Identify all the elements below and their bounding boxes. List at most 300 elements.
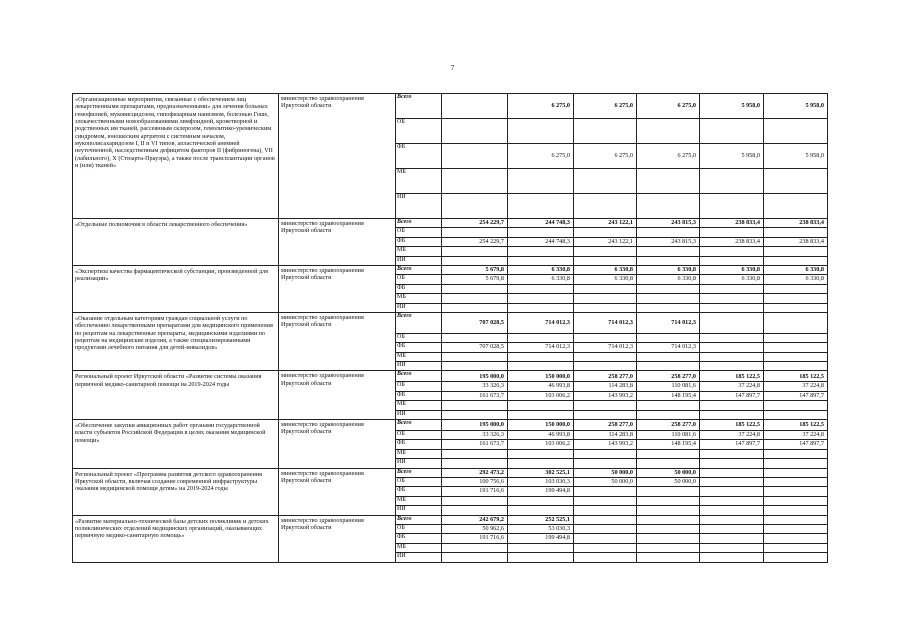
amount-cell — [574, 506, 637, 515]
amount-cell — [442, 256, 508, 265]
amount-cell — [637, 247, 700, 256]
amount-cell — [764, 284, 828, 293]
amount-cell — [637, 553, 700, 562]
amount-cell — [700, 333, 764, 342]
measure-description: «Экспертиза качества фармацевтической субстанции, произведенной для реализации» — [73, 265, 279, 312]
amount-cell — [442, 247, 508, 256]
amount-cell: 100 756,6 — [442, 477, 508, 486]
amount-cell: 50 962,6 — [442, 524, 508, 533]
funding-source: ИИ — [396, 410, 442, 419]
amount-cell: 243 815,3 — [637, 219, 700, 228]
amount-cell: 185 122,5 — [700, 420, 764, 431]
amount-cell — [442, 362, 508, 371]
amount-cell — [637, 294, 700, 303]
amount-cell: 243 122,1 — [574, 237, 637, 246]
amount-cell: 302 525,1 — [508, 468, 574, 477]
amount-cell: 6 275,0 — [637, 144, 700, 169]
amount-cell — [637, 449, 700, 458]
funding-source: ИИ — [396, 459, 442, 468]
amount-cell: 6 275,0 — [508, 144, 574, 169]
amount-cell: 252 525,1 — [508, 515, 574, 524]
amount-cell: 150 000,0 — [508, 420, 574, 431]
amount-cell: 50 000,0 — [637, 468, 700, 477]
funding-source: Всего — [396, 515, 442, 524]
amount-cell — [442, 333, 508, 342]
amount-cell — [637, 194, 700, 219]
amount-cell: 33 326,3 — [442, 382, 508, 391]
amount-cell: 254 229,7 — [442, 219, 508, 228]
amount-cell — [508, 496, 574, 505]
amount-cell: 6 330,8 — [574, 275, 637, 284]
amount-cell — [700, 169, 764, 194]
amount-cell — [442, 94, 508, 119]
amount-cell: 6 330,8 — [637, 265, 700, 274]
amount-cell: 244 748,3 — [508, 219, 574, 228]
amount-cell — [508, 284, 574, 293]
amount-cell — [700, 506, 764, 515]
funding-source: МБ — [396, 247, 442, 256]
amount-cell — [637, 410, 700, 419]
responsible-executor: министерство здравоохранения Иркутской области — [279, 468, 396, 515]
amount-cell: 46 993,8 — [508, 431, 574, 440]
amount-cell: 103 006,2 — [508, 440, 574, 449]
amount-cell: 707 028,5 — [442, 312, 508, 333]
amount-cell — [764, 496, 828, 505]
amount-cell: 191 716,6 — [442, 534, 508, 543]
amount-cell — [764, 303, 828, 312]
amount-cell: 161 673,7 — [442, 391, 508, 400]
amount-cell — [700, 119, 764, 144]
amount-cell: 191 716,6 — [442, 487, 508, 496]
amount-cell — [764, 119, 828, 144]
amount-cell — [574, 294, 637, 303]
funding-source: МБ — [396, 496, 442, 505]
amount-cell: 143 993,2 — [574, 440, 637, 449]
table-row — [73, 265, 828, 274]
funding-source: Всего — [396, 265, 442, 274]
amount-cell — [574, 487, 637, 496]
responsible-executor: министерство здравоохранения Иркутской области — [279, 515, 396, 562]
amount-cell — [442, 284, 508, 293]
table-row — [73, 468, 828, 477]
amount-cell — [764, 312, 828, 333]
funding-source: ФБ — [396, 391, 442, 400]
amount-cell: 6 330,8 — [508, 275, 574, 284]
funding-source: ФБ — [396, 440, 442, 449]
amount-cell — [508, 543, 574, 552]
funding-source: ФБ — [396, 237, 442, 246]
amount-cell — [442, 144, 508, 169]
amount-cell — [764, 343, 828, 352]
funding-source: ФБ — [396, 487, 442, 496]
amount-cell — [508, 303, 574, 312]
amount-cell: 707 028,5 — [442, 343, 508, 352]
amount-cell: 238 833,4 — [700, 219, 764, 228]
amount-cell: 243 122,1 — [574, 219, 637, 228]
amount-cell — [442, 459, 508, 468]
amount-cell — [508, 352, 574, 361]
amount-cell — [442, 169, 508, 194]
amount-cell: 254 229,7 — [442, 237, 508, 246]
amount-cell — [508, 169, 574, 194]
amount-cell: 199 494,8 — [508, 534, 574, 543]
funding-source: ФБ — [396, 343, 442, 352]
amount-cell — [574, 496, 637, 505]
amount-cell — [508, 410, 574, 419]
responsible-executor: министерство здравоохранения Иркутской области — [279, 265, 396, 312]
amount-cell — [700, 312, 764, 333]
amount-cell — [764, 487, 828, 496]
amount-cell: 148 195,4 — [637, 391, 700, 400]
amount-cell — [574, 449, 637, 458]
funding-source: ИИ — [396, 303, 442, 312]
amount-cell: 6 330,8 — [574, 265, 637, 274]
amount-cell: 147 897,7 — [764, 440, 828, 449]
funding-source: МБ — [396, 294, 442, 303]
amount-cell — [764, 459, 828, 468]
funding-table — [72, 93, 828, 563]
amount-cell — [764, 362, 828, 371]
amount-cell: 6 275,0 — [574, 94, 637, 119]
amount-cell — [637, 352, 700, 361]
amount-cell: 714 012,3 — [637, 312, 700, 333]
amount-cell — [574, 362, 637, 371]
amount-cell — [637, 401, 700, 410]
funding-source: ИИ — [396, 194, 442, 219]
amount-cell: 199 494,8 — [508, 487, 574, 496]
amount-cell: 5 679,8 — [442, 275, 508, 284]
amount-cell — [574, 524, 637, 533]
funding-source: МБ — [396, 352, 442, 361]
amount-cell — [764, 534, 828, 543]
amount-cell — [574, 194, 637, 219]
amount-cell: 258 277,0 — [574, 420, 637, 431]
amount-cell — [508, 333, 574, 342]
amount-cell — [764, 228, 828, 237]
funding-source: Всего — [396, 420, 442, 431]
amount-cell — [442, 410, 508, 419]
amount-cell — [764, 401, 828, 410]
amount-cell — [764, 553, 828, 562]
funding-source: ОБ — [396, 431, 442, 440]
funding-source: ОБ — [396, 119, 442, 144]
amount-cell — [700, 543, 764, 552]
amount-cell: 6 330,8 — [700, 265, 764, 274]
amount-cell — [700, 515, 764, 524]
amount-cell: 238 833,4 — [764, 237, 828, 246]
amount-cell — [574, 401, 637, 410]
funding-source: ФБ — [396, 284, 442, 293]
funding-source: ОБ — [396, 228, 442, 237]
amount-cell: 242 679,2 — [442, 515, 508, 524]
amount-cell: 185 122,5 — [764, 371, 828, 382]
table-row — [73, 312, 828, 333]
amount-cell: 258 277,0 — [637, 371, 700, 382]
funding-source: Всего — [396, 94, 442, 119]
amount-cell: 258 277,0 — [574, 371, 637, 382]
measure-description: «Оказание отдельным категориям граждан социальной услуги по обеспечению лекарственными препаратами для медицинского применения по рецептам на лекарственные препараты, медицинскими изделиями по рецептам на медицинские изделия, а также специализированными продуктами лечебного питания для детей-инвалидов» — [73, 312, 279, 371]
amount-cell: 6 275,0 — [637, 94, 700, 119]
amount-cell — [442, 228, 508, 237]
amount-cell — [637, 496, 700, 505]
amount-cell — [700, 362, 764, 371]
amount-cell — [764, 410, 828, 419]
amount-cell: 6 330,8 — [764, 265, 828, 274]
amount-cell — [700, 294, 764, 303]
funding-source: ИИ — [396, 506, 442, 515]
amount-cell: 714 012,3 — [508, 312, 574, 333]
amount-cell — [700, 534, 764, 543]
amount-cell: 6 275,0 — [508, 94, 574, 119]
amount-cell — [700, 343, 764, 352]
amount-cell: 292 473,2 — [442, 468, 508, 477]
amount-cell — [508, 228, 574, 237]
amount-cell — [700, 459, 764, 468]
amount-cell: 6 330,8 — [508, 265, 574, 274]
amount-cell — [574, 459, 637, 468]
amount-cell: 5 958,0 — [700, 94, 764, 119]
responsible-executor: министерство здравоохранения Иркутской области — [279, 219, 396, 266]
amount-cell — [764, 506, 828, 515]
amount-cell — [637, 515, 700, 524]
amount-cell — [637, 169, 700, 194]
responsible-executor: министерство здравоохранения Иркутской области — [279, 420, 396, 469]
amount-cell — [574, 303, 637, 312]
funding-source: Всего — [396, 312, 442, 333]
amount-cell: 103 006,2 — [508, 391, 574, 400]
amount-cell — [700, 553, 764, 562]
amount-cell — [700, 468, 764, 477]
amount-cell — [508, 459, 574, 468]
funding-table-body — [73, 94, 828, 563]
amount-cell — [764, 468, 828, 477]
amount-cell: 6 330,8 — [700, 275, 764, 284]
amount-cell — [700, 496, 764, 505]
amount-cell — [700, 247, 764, 256]
amount-cell — [700, 410, 764, 419]
amount-cell: 243 815,3 — [637, 237, 700, 246]
responsible-executor: министерство здравоохранения Иркутской области — [279, 312, 396, 371]
amount-cell — [442, 401, 508, 410]
amount-cell: 5 679,8 — [442, 265, 508, 274]
amount-cell — [764, 194, 828, 219]
amount-cell: 37 224,8 — [764, 431, 828, 440]
funding-source: Всего — [396, 219, 442, 228]
funding-source: ФБ — [396, 144, 442, 169]
amount-cell — [508, 119, 574, 144]
amount-cell — [637, 119, 700, 144]
amount-cell — [574, 284, 637, 293]
responsible-executor: министерство здравоохранения Иркутской области — [279, 94, 396, 219]
amount-cell: 147 897,7 — [700, 391, 764, 400]
amount-cell — [574, 247, 637, 256]
amount-cell — [442, 543, 508, 552]
amount-cell: 714 012,3 — [574, 312, 637, 333]
amount-cell: 37 224,8 — [700, 382, 764, 391]
amount-cell — [764, 477, 828, 486]
amount-cell: 6 275,0 — [574, 144, 637, 169]
funding-source: Всего — [396, 468, 442, 477]
amount-cell — [637, 459, 700, 468]
amount-cell: 150 000,0 — [508, 371, 574, 382]
amount-cell: 148 195,4 — [637, 440, 700, 449]
table-row — [73, 515, 828, 524]
amount-cell — [637, 256, 700, 265]
measure-description: Региональный проект Иркутской области «Развитие системы оказания первичной медико-санитарной помощи на 2019-2024 годы — [73, 371, 279, 420]
amount-cell: 195 000,0 — [442, 371, 508, 382]
amount-cell — [508, 294, 574, 303]
amount-cell — [700, 194, 764, 219]
page-number: 7 — [450, 64, 455, 72]
amount-cell — [574, 119, 637, 144]
amount-cell: 50 000,0 — [574, 468, 637, 477]
funding-source: ОБ — [396, 524, 442, 533]
amount-cell: 5 958,0 — [764, 94, 828, 119]
amount-cell: 33 326,3 — [442, 431, 508, 440]
funding-source: ИИ — [396, 553, 442, 562]
funding-source: МБ — [396, 401, 442, 410]
table-row — [73, 94, 828, 119]
amount-cell — [637, 303, 700, 312]
funding-source: МБ — [396, 543, 442, 552]
amount-cell: 50 000,0 — [574, 477, 637, 486]
amount-cell — [700, 228, 764, 237]
amount-cell — [442, 449, 508, 458]
amount-cell — [700, 487, 764, 496]
amount-cell — [700, 256, 764, 265]
amount-cell — [574, 534, 637, 543]
amount-cell — [574, 228, 637, 237]
amount-cell — [442, 294, 508, 303]
amount-cell — [764, 543, 828, 552]
measure-description: «Отдельные полномочия в области лекарственного обеспечения» — [73, 219, 279, 266]
amount-cell: 185 122,5 — [764, 420, 828, 431]
table-row — [73, 371, 828, 382]
amount-cell — [508, 362, 574, 371]
amount-cell: 103 030,3 — [508, 477, 574, 486]
table-row — [73, 420, 828, 431]
amount-cell — [574, 515, 637, 524]
funding-source: ОБ — [396, 477, 442, 486]
amount-cell: 258 277,0 — [637, 420, 700, 431]
amount-cell — [508, 247, 574, 256]
amount-cell: 147 897,7 — [764, 391, 828, 400]
amount-cell — [700, 449, 764, 458]
amount-cell — [764, 169, 828, 194]
amount-cell — [508, 256, 574, 265]
measure-description: Региональный проект «Программа развития детского здравоохранения Иркутской области, включая создание современной инфраструктуры оказания медицинской помощи детям» на 2019-2024 годы — [73, 468, 279, 515]
amount-cell — [764, 524, 828, 533]
amount-cell — [700, 303, 764, 312]
funding-source: ФБ — [396, 534, 442, 543]
amount-cell — [637, 284, 700, 293]
responsible-executor: министерство здравоохранения Иркутской области — [279, 371, 396, 420]
amount-cell — [508, 553, 574, 562]
amount-cell — [574, 352, 637, 361]
amount-cell: 5 958,0 — [700, 144, 764, 169]
amount-cell — [442, 496, 508, 505]
amount-cell — [700, 284, 764, 293]
amount-cell — [637, 534, 700, 543]
amount-cell: 143 993,2 — [574, 391, 637, 400]
funding-source: ИИ — [396, 362, 442, 371]
funding-source: ОБ — [396, 333, 442, 342]
amount-cell — [508, 194, 574, 219]
amount-cell — [764, 449, 828, 458]
amount-cell — [442, 553, 508, 562]
amount-cell — [508, 506, 574, 515]
amount-cell — [764, 256, 828, 265]
amount-cell — [764, 352, 828, 361]
amount-cell: 238 833,4 — [700, 237, 764, 246]
funding-source: ОБ — [396, 382, 442, 391]
amount-cell — [700, 524, 764, 533]
funding-source: ИИ — [396, 256, 442, 265]
amount-cell: 37 224,8 — [764, 382, 828, 391]
amount-cell — [508, 401, 574, 410]
amount-cell — [574, 543, 637, 552]
amount-cell — [637, 487, 700, 496]
amount-cell — [700, 401, 764, 410]
amount-cell — [764, 294, 828, 303]
amount-cell: 6 330,8 — [764, 275, 828, 284]
amount-cell: 714 012,3 — [574, 343, 637, 352]
amount-cell — [442, 303, 508, 312]
amount-cell: 147 897,7 — [700, 440, 764, 449]
amount-cell — [637, 506, 700, 515]
amount-cell: 714 012,3 — [637, 343, 700, 352]
funding-source: МБ — [396, 449, 442, 458]
amount-cell — [764, 515, 828, 524]
amount-cell — [637, 362, 700, 371]
amount-cell — [574, 553, 637, 562]
amount-cell: 114 283,8 — [574, 431, 637, 440]
amount-cell — [700, 352, 764, 361]
amount-cell — [700, 477, 764, 486]
funding-source: Всего — [396, 371, 442, 382]
amount-cell — [764, 247, 828, 256]
amount-cell: 6 330,8 — [637, 275, 700, 284]
amount-cell — [574, 169, 637, 194]
amount-cell: 714 012,3 — [508, 343, 574, 352]
amount-cell: 5 958,0 — [764, 144, 828, 169]
amount-cell: 161 673,7 — [442, 440, 508, 449]
amount-cell — [764, 333, 828, 342]
amount-cell — [637, 228, 700, 237]
amount-cell: 114 283,8 — [574, 382, 637, 391]
amount-cell — [574, 333, 637, 342]
measure-description: «Обеспечение закупки авиационных работ органами государственной власти субъектов Российской Федерации в целях оказания медицинской помощи» — [73, 420, 279, 469]
amount-cell: 195 000,0 — [442, 420, 508, 431]
measure-description: «Организационные мероприятия, связанные с обеспечением лиц лекарственными препаратами, предназначенными» для лечения больных гемофилией, муковисцидозом, гипофизарным нанизмом, болезнью Гоше, злокачественными новообразованиями лимфоидной, кроветворной и родственных им тканей, рассеянным склерозом, гемолитико-уремическим синдромом, юношеским артритом с системным началом, мукополисахаридозом I, II и VI типов, апластической анемией неуточненной, наследственным дефицитом факторов II (фибриногена), VII (лабильного), X (Стюарта-Прауэра), а также после трансплантации органов и (или) тканей» — [73, 94, 279, 219]
amount-cell: 53 030,3 — [508, 524, 574, 533]
funding-source: ОБ — [396, 275, 442, 284]
amount-cell: 110 081,6 — [637, 382, 700, 391]
amount-cell: 37 224,8 — [700, 431, 764, 440]
amount-cell: 244 748,3 — [508, 237, 574, 246]
funding-source: МБ — [396, 169, 442, 194]
amount-cell — [574, 410, 637, 419]
amount-cell — [508, 449, 574, 458]
amount-cell — [442, 119, 508, 144]
amount-cell: 238 833,4 — [764, 219, 828, 228]
amount-cell — [442, 194, 508, 219]
amount-cell — [637, 524, 700, 533]
measure-description: «Развитие материально-технической базы детских поликлиник и детских поликлинических отделений медицинских организаций, оказывающих первичную медико-санитарную помощь» — [73, 515, 279, 562]
amount-cell: 46 993,8 — [508, 382, 574, 391]
amount-cell — [637, 333, 700, 342]
amount-cell — [574, 256, 637, 265]
